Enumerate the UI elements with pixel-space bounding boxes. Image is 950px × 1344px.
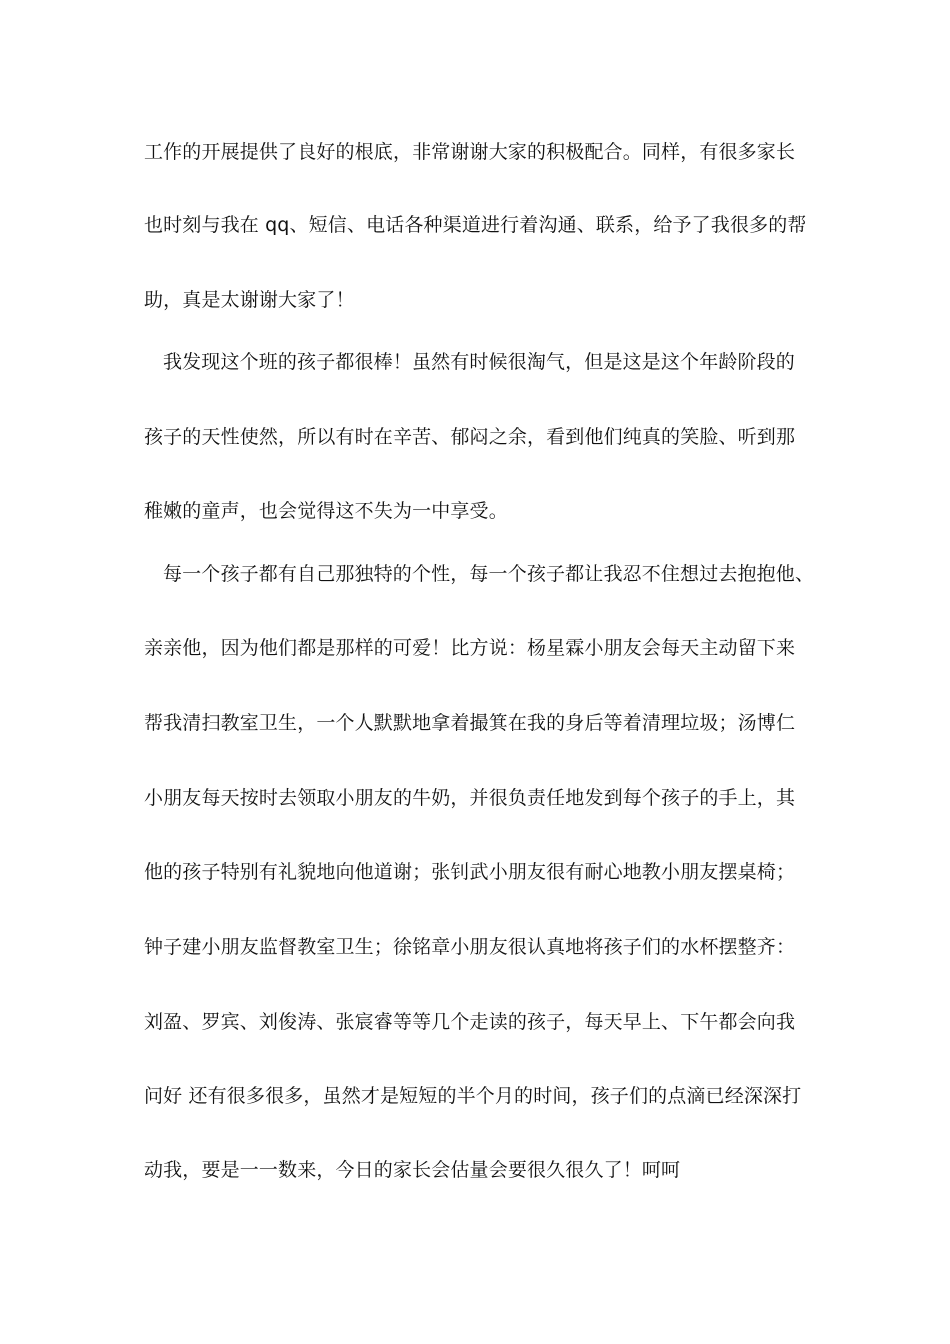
text-line: 他的孩子特别有礼貌地向他道谢；张钊武小朋友很有耐心地教小朋友摆桌椅；	[144, 861, 796, 883]
paragraph-start-line: 我发现这个班的孩子都很棒！虽然有时候很淘气，但是这是这个年龄阶段的	[163, 351, 795, 373]
text-line: 动我，要是一一数来，今日的家长会估量会要很久很久了！呵呵	[144, 1159, 681, 1181]
text-line: 助，真是太谢谢大家了！	[144, 289, 355, 311]
text-line: 刘盈、罗宾、刘俊涛、张宸睿等等几个走读的孩子，每天早上、下午都会向我	[144, 1011, 796, 1033]
text-line: 稚嫩的童声，也会觉得这不失为一中享受。	[144, 500, 508, 522]
text-line: 亲亲他，因为他们都是那样的可爱！比方说：杨星霖小朋友会每天主动留下来	[144, 637, 796, 659]
text-line: 帮我清扫教室卫生，一个人默默地拿着撮箕在我的身后等着清理垃圾；汤博仁	[144, 712, 796, 734]
paragraph-start-line: 每一个孩子都有自己那独特的个性，每一个孩子都让我忍不住想过去抱抱他、	[163, 563, 815, 585]
text-line: 孩子的天性使然，所以有时在辛苦、郁闷之余，看到他们纯真的笑脸、听到那	[144, 426, 796, 448]
text-line: 问好 还有很多很多，虽然才是短短的半个月的时间，孩子们的点滴已经深深打	[144, 1085, 802, 1107]
text-line: 工作的开展提供了良好的根底，非常谢谢大家的积极配合。同样，有很多家长	[144, 141, 796, 163]
text-line: 钟子建小朋友监督教室卫生；徐铭章小朋友很认真地将孩子们的水杯摆整齐：	[144, 936, 796, 958]
text-line: 小朋友每天按时去领取小朋友的牛奶，并很负责任地发到每个孩子的手上，其	[144, 787, 796, 809]
text-line: 也时刻与我在 qq、短信、电话各种渠道进行着沟通、联系，给予了我很多的帮	[144, 214, 807, 236]
